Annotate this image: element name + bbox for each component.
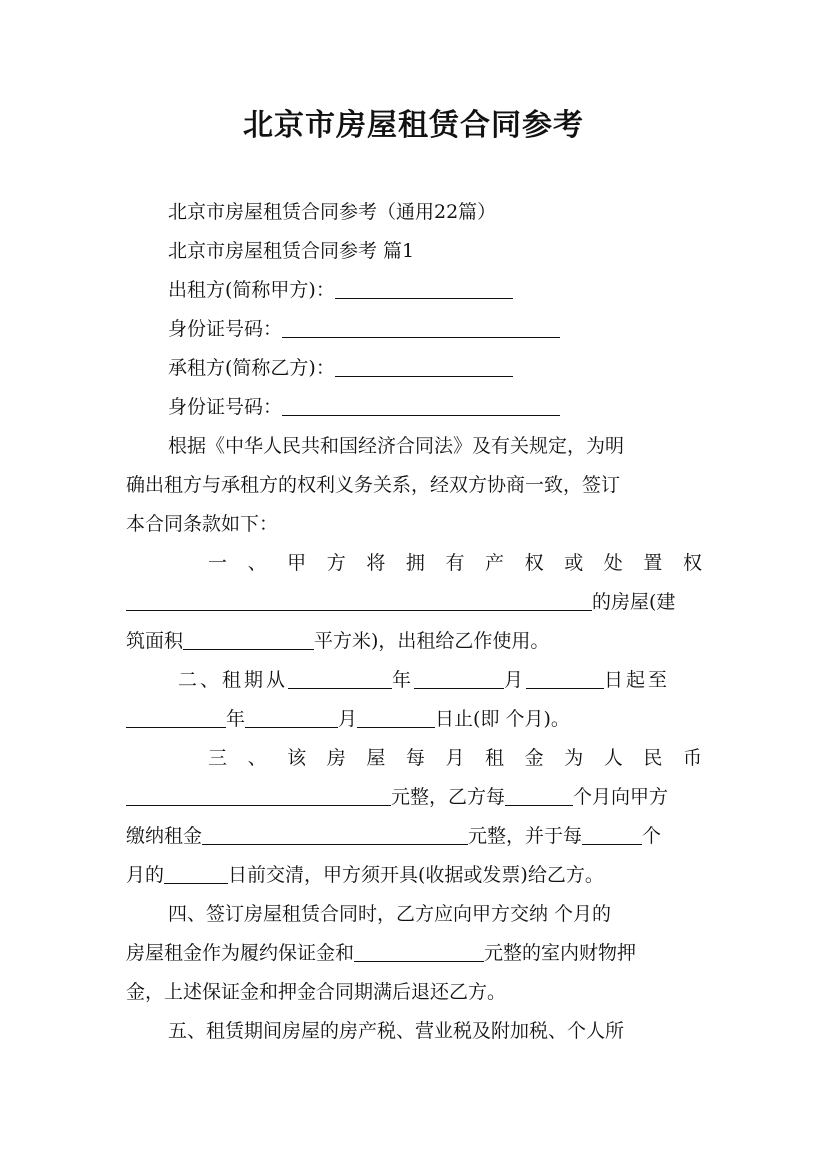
id-label-2: 身份证号码： [168, 396, 283, 418]
document-subtitle: 北京市房屋租赁合同参考（通用22篇） [168, 201, 497, 223]
clause2-line-1 [178, 661, 702, 699]
clause3-char: 民 [643, 747, 663, 769]
clause3-char: 人 [603, 747, 623, 769]
month-to-a-label: 个月向甲方 [573, 786, 669, 808]
clause3-char: 租 [485, 747, 505, 769]
document-title: 北京市房屋租赁合同参考 [243, 108, 584, 143]
clause3-char: 金 [524, 747, 544, 769]
clause4-line-2 [126, 934, 702, 972]
pay-interval-blank[interactable] [505, 783, 573, 806]
clause3-line-1 [208, 739, 702, 777]
clause3-char: 房 [326, 747, 346, 769]
pay-label: 缴纳租金 [126, 825, 203, 847]
year-label: 年 [392, 669, 415, 691]
rent-payment-blank[interactable] [202, 822, 468, 845]
yuan-label: 元整，乙方每 [391, 786, 506, 808]
clause1-line-1 [208, 544, 702, 582]
yuan2-label: 元整，并于每 [468, 825, 583, 847]
term-start-day-blank[interactable] [526, 666, 604, 689]
day-from-label: 日起至 [604, 669, 671, 691]
clause1-char: 权 [682, 552, 702, 574]
clause2-line-2 [126, 700, 702, 738]
clause1-char: 将 [366, 552, 386, 574]
clause3-line-3 [126, 817, 702, 855]
term-end-day-blank[interactable] [357, 705, 435, 728]
day-to-label: 日止(即 个月)。 [435, 708, 570, 730]
intro-line-2: 确出租方与承租方的权利义务关系，经双方协商一致，签订 [126, 474, 621, 496]
lessee-label: 承租方(简称乙方)： [168, 357, 335, 379]
month-label: 月 [504, 669, 527, 691]
lessor-line [168, 271, 702, 309]
clause1-char: 拥 [405, 552, 425, 574]
year-label: 年 [226, 708, 246, 730]
month-de-label: 月的 [126, 864, 165, 886]
clause1-char: 权 [524, 552, 544, 574]
clause3-char: 月 [445, 747, 465, 769]
month-label: 月 [338, 708, 358, 730]
clause1-char: 处 [603, 552, 623, 574]
clause3-char: 三 [208, 747, 228, 769]
due-day-blank[interactable] [164, 861, 228, 884]
area-label: 筑面积 [126, 630, 184, 652]
id-line-1 [168, 310, 702, 348]
clause1-line2-text: 的房屋(建 [592, 591, 676, 613]
clause4-line2-tail: 元整的室内财物押 [484, 942, 637, 964]
clause1-char: 方 [326, 552, 346, 574]
clause3-char: 屋 [366, 747, 386, 769]
property-blank[interactable] [126, 588, 592, 611]
id-label-1: 身份证号码： [168, 318, 283, 340]
clause3-char: 该 [287, 747, 307, 769]
term-start-year-blank[interactable] [288, 666, 392, 689]
clause4-line-1: 四、签订房屋租赁合同时，乙方应向甲方交纳 个月的 [168, 903, 612, 925]
before-label: 日前交清，甲方须开具(收据或发票)给乙方。 [228, 864, 604, 886]
clause5-line-1: 五、租赁期间房屋的房产税、营业税及附加税、个人所 [168, 1020, 625, 1042]
term-end-month-blank[interactable] [245, 705, 338, 728]
lessee-blank[interactable] [335, 354, 513, 377]
clause1-line-2 [126, 583, 702, 621]
clause3-line-4 [126, 856, 702, 894]
clause3-char: 、 [247, 747, 267, 769]
id-blank-1[interactable] [282, 315, 560, 338]
term-start-month-blank[interactable] [414, 666, 504, 689]
clause1-char: 或 [564, 552, 584, 574]
rent-amount-blank[interactable] [126, 783, 391, 806]
clause4-line2-head: 房屋租金作为履约保证金和 [126, 942, 355, 964]
section-heading: 北京市房屋租赁合同参考 篇1 [168, 240, 415, 262]
clause4-line-3: 金，上述保证金和押金合同期满后退还乙方。 [126, 981, 507, 1003]
deposit-blank[interactable] [354, 939, 484, 962]
term-label: 二、租期从 [178, 669, 289, 691]
intro-line-1: 根据《中华人民共和国经济合同法》及有关规定，为明 [168, 435, 625, 457]
clause1-char: 有 [445, 552, 465, 574]
clause1-char: 一 [208, 552, 228, 574]
id-line-2 [168, 388, 702, 426]
lessor-blank[interactable] [335, 276, 513, 299]
id-blank-2[interactable] [282, 393, 560, 416]
clause1-line3-text: 平方米)，出租给乙作使用。 [314, 630, 550, 652]
clause1-char: 置 [643, 552, 663, 574]
area-blank[interactable] [183, 627, 314, 650]
every-month-blank[interactable] [582, 822, 642, 845]
clause3-char: 每 [405, 747, 425, 769]
clause3-line-2 [126, 778, 702, 816]
clause3-char: 为 [564, 747, 584, 769]
clause1-char: 甲 [287, 552, 307, 574]
intro-line-3: 本合同条款如下： [126, 513, 279, 535]
clause1-char: 、 [247, 552, 267, 574]
clause3-char: 币 [682, 747, 702, 769]
ge-label: 个 [642, 825, 662, 847]
clause1-char: 产 [485, 552, 505, 574]
lessor-label: 出租方(简称甲方)： [168, 279, 335, 301]
term-end-year-blank[interactable] [126, 705, 226, 728]
clause1-line-3 [126, 622, 702, 660]
lessee-line [168, 349, 702, 387]
